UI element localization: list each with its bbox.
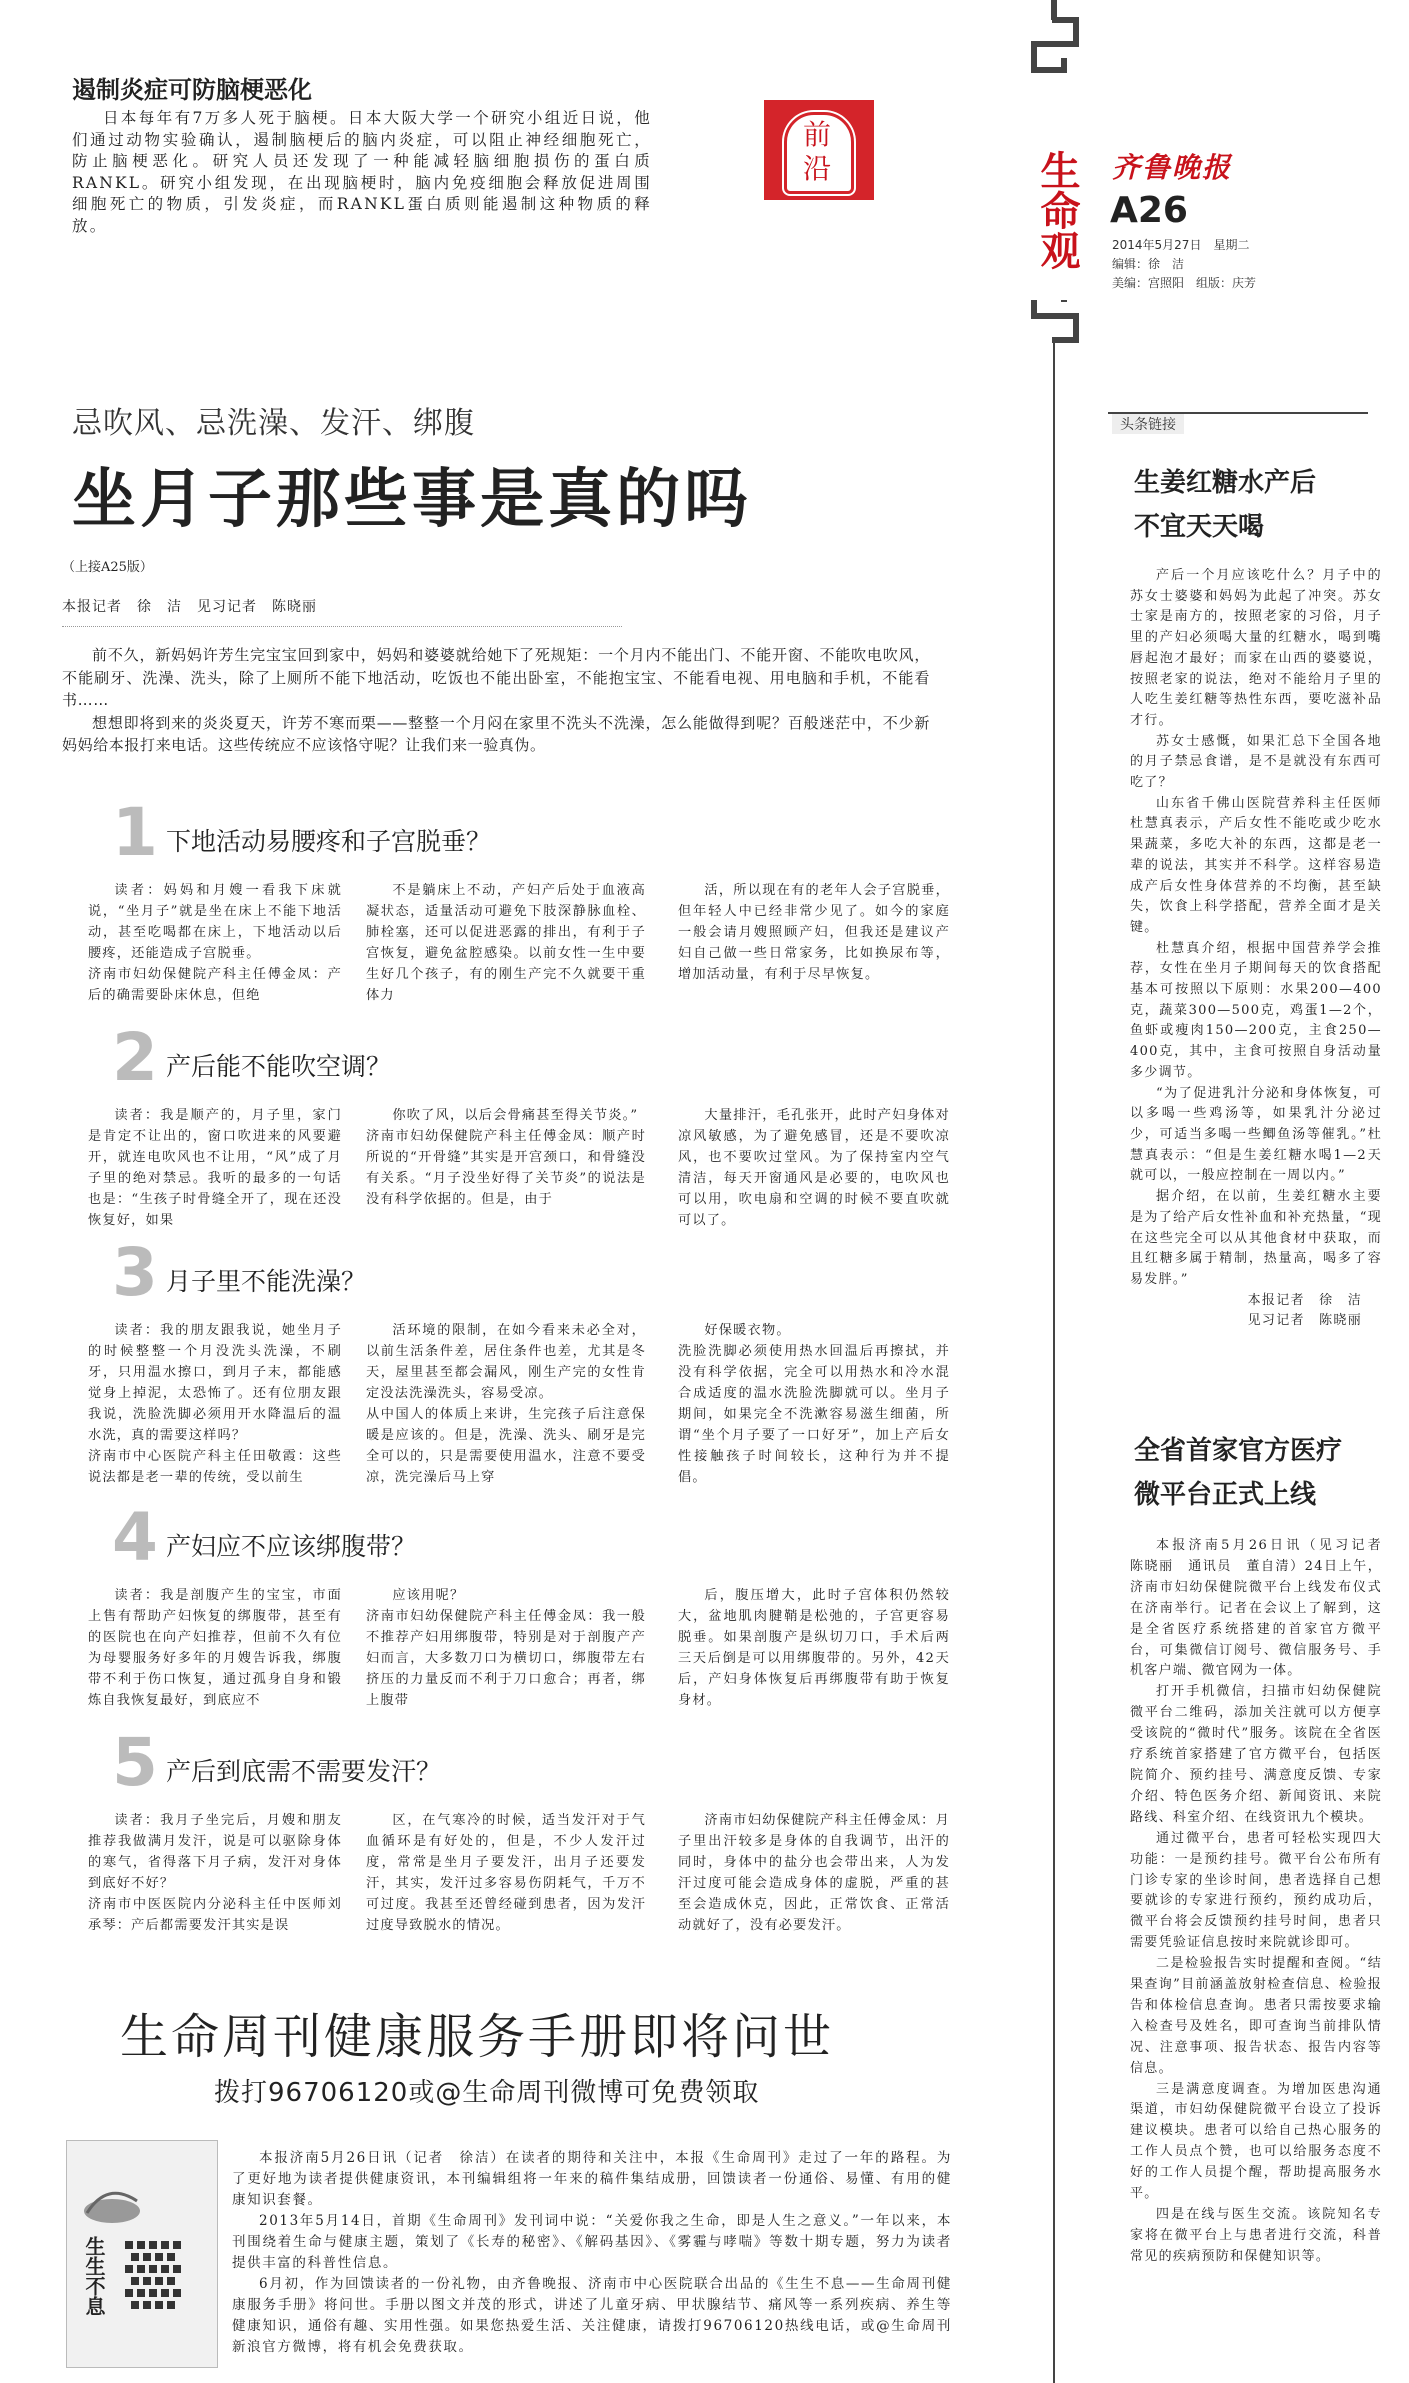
sidebar-story2-paragraph: 三是满意度调查。为增加医患沟通渠道，市妇幼保健院微平台设立了投诉建议模块。患者可以给自己热心服务的工作人员点个赞，也可以给服务态度不好的工作人员提个醒，帮助提高服务水平。 [1130,2081,1382,2202]
sidebar-story1-paragraph: 据介绍，在以前，生姜红糖水主要是为了给产后女性补血和补充热量，“现在这些完全可以从其他食材中获取，而且红糖多属于精制，热量高，喝多了容易发胖。” [1130,1189,1382,1287]
promo-paragraph-2: 2013年5月14日，首期《生命周刊》发刊词中说：“关爱你我之生命，即是人生之意义。”一年以来，本刊围绕着生命与健康主题，策划了《长寿的秘密》、《解码基因》、《雾霾与哮喘》等数十期专题，努力为读者提供丰富的科普性信息。 [232,2213,952,2271]
paper-name: 齐鲁晚报 [1112,151,1233,184]
sidebar-story2-paragraph: 二是检验报告实时提醒和查阅。“结果查询”目前涵盖放射检查信息、检验报告和体检信息查询。患者只需按要求输入检查号及姓名，即可查询当前排队情况、注意事项、报告状态、报告内容等信息。 [1130,1956,1382,2076]
section-title: 下地活动易腰疼和子宫脱垂？ [166,827,492,856]
sidebar-story1-paragraph: 杜慧真介绍，根据中国营养学会推荐，女性在坐月子期间每天的饮食搭配基本可按照以下原则：水果200—400克，蔬菜300—500克，鸡蛋1—2个，鱼虾或瘦肉150—200克，主食250—400克，其中，主食可按照自身活动量多少调节。 [1130,940,1382,1080]
masthead-border [1024,0,1084,2383]
main-headline: 坐月子那些事是真的吗 [72,463,752,537]
section-column: 应该用呢？ 济南市妇幼保健院产科主任傅金凤：我一般不推荐产妇用绑腹带，特别是对于剖腹产产妇而言，大多数刀口为横切口，绑腹带左右挤压的力量反而不利于刀口愈合；再者，绑上腹带 [366,1588,646,1708]
section-column: 济南市妇幼保健院产科主任傅金凤：月子里出汗较多是身体的自我调节，出汗的同时，身体中的盐分也会带出来，人为发汗过度可能会造成身体的虚脱，严重的甚至会造成休克，因此，正常饮食、正常活动就好了，没有必要发汗。 [678,1813,950,1933]
page-code: A26 [1110,190,1188,231]
sidebar-story1-paragraph: “为了促进乳汁分泌和身体恢复，可以多喝一些鸡汤等，如果乳汁分泌过少，可适当多喝一些鲫鱼汤等催乳。”杜慧真表示：“但是生姜红糖水喝1—2天就可以，一般应控制在一周以内。” [1130,1085,1382,1184]
sidebar-story1-byline: 本报记者 徐 洁 [1247,1292,1362,1308]
sidebar-story1-paragraph: 苏女士感慨，如果汇总下全国各地的月子禁忌食谱，是不是就没有东西可吃了？ [1130,733,1382,791]
section-column: 读者：我是剖腹产生的宝宝，市面上售有帮助产妇恢复的绑腹带，甚至有的医院也在向产妇推荐，但前不久有位为母婴服务好多年的月嫂告诉我，绑腹带不利于伤口恢复，通过孤身自身和锻炼自我恢复最好，到底应不 [88,1588,342,1708]
section-number: 5 [112,1724,158,1801]
brief-text [72,108,652,237]
section-number: 4 [112,1499,158,1576]
frontier-badge-text: 前沿 [802,118,831,185]
section-column: 活，所以现在有的老年人会子宫脱垂，但年轻人中已经非常少见了。如今的家庭一般会请月嫂照顾产妇，但我还是建议产妇自己做一些日常家务，比如换尿布等，增加活动量，有利于尽早恢复。 [678,883,950,982]
section-title: 产妇应不应该绑腹带？ [166,1532,417,1561]
sidebar-story1-paragraph: 产后一个月应该吃什么？月子中的苏女士婆婆和妈妈为此起了冲突。苏女士家是南方的，按照老家的习俗，月子里的产妇必须喝大量的红糖水，喝到嘴唇起泡才最好；而家在山西的婆婆说，按照老家的说法，绝对不能给月子里的人吃生姜红糖等热性东西，要吃滋补品才行。 [1130,568,1382,728]
sidebar-story1-byline: 见习记者 陈晓丽 [1247,1313,1362,1329]
sidebar-story2-paragraph: 本报济南5月26日讯（见习记者 陈晓丽 通讯员 董自清）24日上午，济南市妇幼保健院微平台上线发布仪式在济南举行。记者在会议上了解到，这是全省医疗系统搭建的首家官方微平台，可集微信订阅号、微信服务号、手机客户端、微官网为一体。 [1130,1538,1397,1679]
section-column: 读者：我月子坐完后，月嫂和朋友推荐我做满月发汗，说是可以驱除身体的寒气，省得落下月子病，发汗对身体到底好不好？ 济南市中医医院内分泌科主任中医师刘承琴：产后都需要发汗其实是误 [88,1813,342,1933]
section-column: 大量排汗，毛孔张开，此时产妇身体对凉风敏感，为了避免感冒，还是不要吹凉风，也不要吹过堂风。为了保持室内空气清洁，每天开窗通风是必要的，电吹风也可以用，吹电扇和空调的时候不要直吹就可以了。 [678,1108,950,1228]
sidebar-story2-body [1130,1536,1397,2268]
editor-line: 编辑：徐 洁 [1112,257,1185,271]
main-continued: （上接A25版） [62,560,153,575]
section-title: 产后能不能吹空调？ [166,1052,392,1081]
date-line: 2014年5月27日 星期二 [1112,238,1250,252]
sidebar-story1-body [1130,566,1382,1332]
section-column: 好保暖衣物。 洗脸洗脚必须使用热水回温后再擦拭，并没有科学依据，完全可以用热水和冷水混合成适度的温水洗脸洗脚就可以。坐月子期间，如果完全不洗漱容易滋生细菌，所谓“坐个月子要了一口好牙”，加上产后女性接触孩子时间较长，这种行为并不提倡。 [678,1323,950,1485]
section-number: 2 [112,1019,158,1096]
section-column: 读者：妈妈和月嫂一看我下床就说，“坐月子”就是坐在床上不能下地活动，甚至吃喝都在床上，下地活动以后腰疼，还能造成子宫脱垂。 济南市妇幼保健院产科主任傅金凤：产后的确需要卧床休息，但绝 [88,883,342,1003]
promo-paragraph-3: 6月初，作为回馈读者的一份礼物，由齐鲁晚报、济南市中心医院联合出品的《生生不息——生命周刊健康服务手册》将问世。手册以图文并茂的形式，讲述了儿童牙病、甲状腺结节、痛风等一系列疾病、养生等健康知识，通俗有趣、实用性强。如果您热爱生活、关注健康，请拨打96706120热线电话，或@生命周刊新浪官方微博，将有机会免费获取。 [232,2276,952,2355]
promo-body [232,2148,952,2358]
section-column: 区，在气寒冷的时候，适当发汗对于气血循环是有好处的，但是，不少人发汗过度，常常是坐月子要发汗，出月子还要发汗，其实，发汗过多容易伤阴耗气，千万不可过度。我甚至还曾经碰到患者，因为发汗过度导致脱水的情况。 [366,1813,646,1933]
promo-headline: 生命周刊健康服务手册即将问世 [120,2009,835,2065]
sidebar-story2-paragraph: 打开手机微信，扫描市妇幼保健院微平台二维码，添加关注就可以方便享受该院的“微时代”服务。该院在全省医疗系统首家搭建了官方微平台，包括医院简介、预约挂号、满意度反馈、专家介绍、特色医务介绍、新闻资讯、来院路线、科室介绍、在线资讯九个模块。 [1130,1684,1382,1825]
lead-paragraph-1: 前不久，新妈妈许芳生完宝宝回到家中，妈妈和婆婆就给她下了死规矩：一个月内不能出门、不能开窗、不能吹电吹风，不能刷牙、洗澡、洗头，除了上厕所不能下地活动，吃饭也不能出卧室，不能抱宝宝、不能看电视、用电脑和手机，不能看书…… [62,646,930,709]
sidebar-story1-paragraph: 山东省千佛山医院营养科主任医师杜慧真表示，产后女性不能吃或少吃水果蔬菜，多吃大补的东西，这都是老一辈的说法，其实并不科学。这样容易造成产后女性身体营养的不均衡，甚至缺失，饮食上科学搭配，营养全面才是关键。 [1130,795,1382,935]
main-kicker: 忌吹风、忌洗澡、发汗、绑腹 [72,406,475,441]
section-column: 读者：我是顺产的，月子里，家门是肯定不让出的，窗口吹进来的风要避开，就连电吹风也不让用，“风”成了月子里的绝对禁忌。我听的最多的一句话也是：“生孩子时骨缝全开了，现在还没恢复好，如果 [88,1108,342,1228]
sidebar-story1-title-1: 生姜红糖水产后 [1134,468,1317,498]
section-column: 不是躺床上不动，产妇产后处于血液高凝状态，适量活动可避免下肢深静脉血栓、肺栓塞，还可以促进恶露的排出，有利于子宫恢复，避免盆腔感染。以前女性一生中要生好几个孩子，有的刚生产完不久就要干重体力 [366,883,646,1003]
sidebar-label: 头条链接 [1112,414,1184,434]
sidebar-story2-paragraph: 通过微平台，患者可轻松实现四大功能：一是预约挂号。微平台公布所有门诊专家的坐诊时间，患者选择自己想要就诊的专家进行预约，预约成功后，微平台将会反馈预约挂号时间，患者只需要凭验证信息按时来院就诊即可。 [1130,1830,1382,1951]
promo-subhead: 拨打96706120或@生命周刊微博可免费领取 [214,2078,760,2108]
section-title: 月子里不能洗澡？ [166,1267,367,1296]
section-number: 1 [112,794,158,871]
section-column: 活环境的限制，在如今看来未必全对，以前生活条件差，居住条件也差，尤其是冬天，屋里甚至都会漏风，刚生产完的女性肯定没法洗澡洗头，容易受凉。 从中国人的体质上来讲，生完孩子后注意保暖是应该的。但是，洗澡、洗头、刷牙是完全可以的，只是需要使用温水，注意不要受凉，洗完澡后马上穿 [366,1323,646,1485]
promo-paragraph-1: 本报济南5月26日讯（记者 徐洁）在读者的期待和关注中，本报《生命周刊》走过了一年的路程。为了更好地为读者提供健康资讯，本刊编辑组将一年来的稿件集结成册，回馈读者一份通俗、易懂、有用的健康知识套餐。 [232,2150,952,2208]
section-number: 3 [112,1234,158,1311]
sidebar-story1-title-2: 不宜天天喝 [1134,512,1265,542]
sidebar-story2-title-2: 微平台正式上线 [1134,1480,1317,1510]
design-line: 美编：宫照阳 组版：庆芳 [1112,276,1257,290]
byline-rule [62,626,622,627]
brief-paragraph: 日本每年有7万多人死于脑梗。日本大阪大学一个研究小组近日说，他们通过动物实验确认，遏制脑梗后的脑内炎症，可以阻止神经细胞死亡，防止脑梗恶化。研究人员还发现了一种能减轻脑细胞损伤的蛋白质RANKL。研究小组发现，在出现脑梗时，脑内免疫细胞会释放促进周围细胞死亡的物质，引发炎症，而RANKL蛋白质则能遏制这种物质的释放。 [72,109,652,235]
book-title: 生生不息 [82,2236,106,2316]
sidebar-story2-title-1: 全省首家官方医疗 [1134,1436,1343,1466]
section-column: 后，腹压增大，此时子宫体积仍然较大，盆地肌肉腱鞘是松弛的，子宫更容易脱垂。如果剖腹产是纵切刀口，手术后两三天后倒是可以用绑腹带的。另外，42天后，产妇身体恢复后再绑腹带有助于恢复身材。 [678,1588,950,1708]
section-title: 产后到底需不需要发汗？ [166,1757,442,1786]
main-byline: 本报记者 徐 洁 见习记者 陈晓丽 [62,599,317,615]
brief-title: 遏制炎症可防脑梗恶化 [72,76,312,104]
section-column: 你吹了风，以后会骨痛甚至得关节炎。” 济南市妇幼保健院产科主任傅金凤：顺产时所说的“开骨缝”其实是开宫颈口，和骨缝没有关系。“月子没坐好得了关节炎”的说法是没有科学依据的。但是，由于 [366,1108,646,1207]
lead-paragraph-2: 想想即将到来的炎炎夏天，许芳不寒而栗——整整一个月闷在家里不洗头不洗澡，怎么能做得到呢？百般迷茫中，不少新妈妈给本报打来电话。这些传统应不应该恪守呢？让我们来一验真伪。 [62,713,930,754]
section-name: 生命观 [1034,150,1080,270]
section-column: 读者：我的朋友跟我说，她坐月子的时候整整一个月没洗头洗澡，不刷牙，只用温水擦口，到月子末，都能感觉身上掉泥，太恐怖了。还有位朋友跟我说，洗脸洗脚必须用开水降温后的温水洗，真的需要这样吗？ 济南市中心医院产科主任田敬霞：这些说法都是老一辈的传统，受以前生 [88,1323,342,1485]
sidebar-story2-paragraph: 四是在线与医生交流。该院知名专家将在微平台上与患者进行交流，科普常见的疾病预防和保健知识等。 [1130,2207,1382,2264]
main-lead [62,644,930,757]
